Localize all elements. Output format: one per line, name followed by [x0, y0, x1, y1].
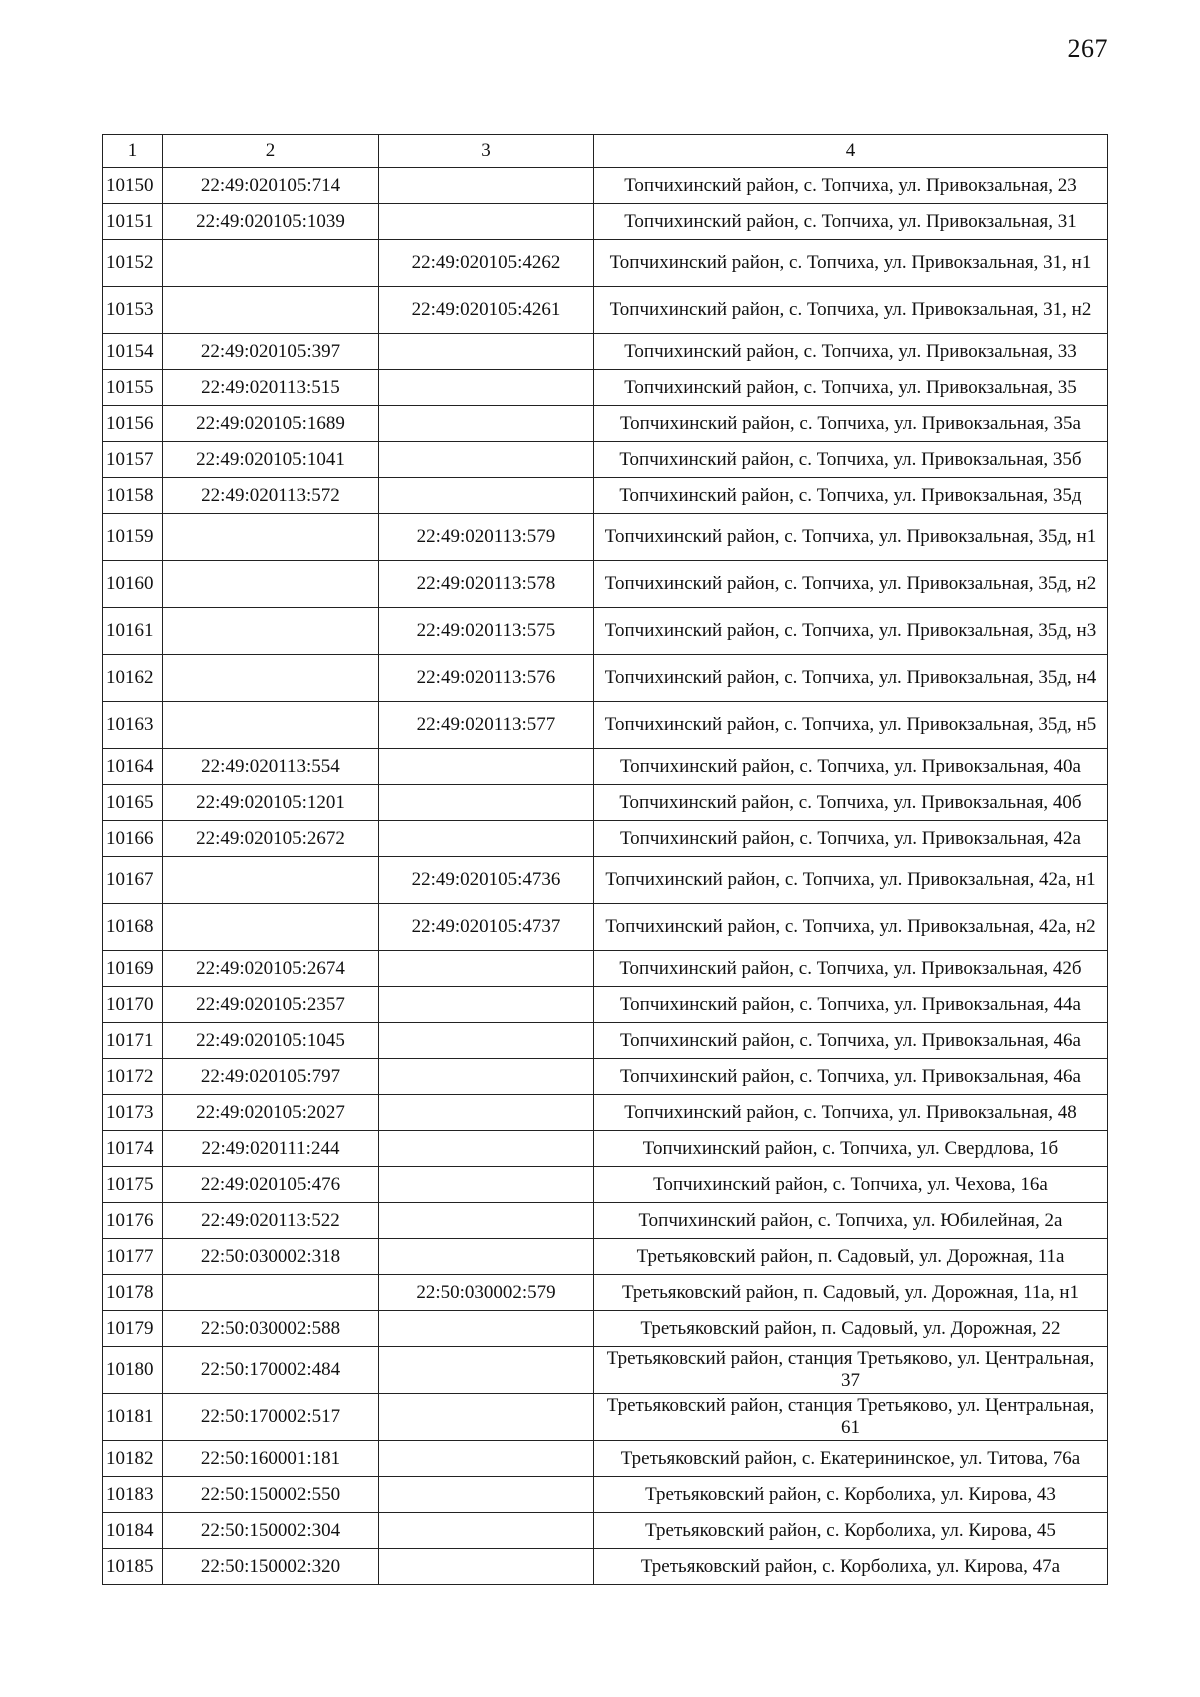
- address-cell: Топчихинский район, с. Топчиха, ул. Привокзальная, 42б: [594, 951, 1108, 987]
- table-row: [103, 168, 1108, 204]
- table-row: [103, 821, 1108, 857]
- table-row: [103, 702, 1108, 749]
- cadastral-number-cell: 22:50:030002:318: [163, 1239, 379, 1275]
- table-row: [103, 1477, 1108, 1513]
- address-cell: Топчихинский район, с. Топчиха, ул. Привокзальная, 46а: [594, 1059, 1108, 1095]
- table-row: [103, 608, 1108, 655]
- cadastral-number-cell: 22:49:020105:1201: [163, 785, 379, 821]
- secondary-cadastral-number-cell: 22:50:030002:579: [379, 1275, 594, 1311]
- row-number-cell: 10174: [103, 1131, 163, 1167]
- secondary-cadastral-number-cell: [379, 1311, 594, 1347]
- address-cell: Топчихинский район, с. Топчиха, ул. Привокзальная, 35: [594, 370, 1108, 406]
- table-row: [103, 204, 1108, 240]
- cadastral-number-cell: 22:49:020105:2674: [163, 951, 379, 987]
- header-cell-1: 1: [103, 135, 163, 168]
- cadastral-number-cell: 22:49:020105:1045: [163, 1023, 379, 1059]
- cadastral-number-cell: 22:49:020111:244: [163, 1131, 379, 1167]
- secondary-cadastral-number-cell: [379, 1131, 594, 1167]
- table-row: [103, 287, 1108, 334]
- cadastral-number-cell: [163, 1275, 379, 1311]
- secondary-cadastral-number-cell: [379, 1347, 594, 1394]
- row-number-cell: 10158: [103, 478, 163, 514]
- address-cell: Третьяковский район, станция Третьяково, ул. Центральная, 61: [594, 1394, 1108, 1441]
- secondary-cadastral-number-cell: [379, 1167, 594, 1203]
- row-number-cell: 10180: [103, 1347, 163, 1394]
- cadastral-number-cell: [163, 514, 379, 561]
- address-cell: Топчихинский район, с. Топчиха, ул. Свердлова, 1б: [594, 1131, 1108, 1167]
- address-cell: Топчихинский район, с. Топчиха, ул. Привокзальная, 35а: [594, 406, 1108, 442]
- secondary-cadastral-number-cell: [379, 168, 594, 204]
- cadastral-number-cell: 22:50:150002:304: [163, 1513, 379, 1549]
- secondary-cadastral-number-cell: [379, 478, 594, 514]
- secondary-cadastral-number-cell: [379, 442, 594, 478]
- secondary-cadastral-number-cell: [379, 821, 594, 857]
- table-row: [103, 1167, 1108, 1203]
- row-number-cell: 10178: [103, 1275, 163, 1311]
- row-number-cell: 10157: [103, 442, 163, 478]
- secondary-cadastral-number-cell: 22:49:020113:579: [379, 514, 594, 561]
- row-number-cell: 10170: [103, 987, 163, 1023]
- address-cell: Топчихинский район, с. Топчиха, ул. Привокзальная, 35д, н5: [594, 702, 1108, 749]
- secondary-cadastral-number-cell: 22:49:020105:4261: [379, 287, 594, 334]
- table-row: [103, 1549, 1108, 1585]
- header-cell-4: 4: [594, 135, 1108, 168]
- secondary-cadastral-number-cell: 22:49:020105:4736: [379, 857, 594, 904]
- secondary-cadastral-number-cell: [379, 1095, 594, 1131]
- table-row: [103, 478, 1108, 514]
- secondary-cadastral-number-cell: [379, 334, 594, 370]
- row-number-cell: 10175: [103, 1167, 163, 1203]
- address-cell: Топчихинский район, с. Топчиха, ул. Юбилейная, 2а: [594, 1203, 1108, 1239]
- row-number-cell: 10168: [103, 904, 163, 951]
- table-row: [103, 561, 1108, 608]
- address-cell: Топчихинский район, с. Топчиха, ул. Привокзальная, 42а, н2: [594, 904, 1108, 951]
- row-number-cell: 10155: [103, 370, 163, 406]
- cadastral-number-cell: 22:50:160001:181: [163, 1441, 379, 1477]
- address-cell: Топчихинский район, с. Топчиха, ул. Привокзальная, 33: [594, 334, 1108, 370]
- address-cell: Топчихинский район, с. Топчиха, ул. Привокзальная, 40а: [594, 749, 1108, 785]
- row-number-cell: 10173: [103, 1095, 163, 1131]
- row-number-cell: 10162: [103, 655, 163, 702]
- address-cell: Топчихинский район, с. Топчиха, ул. Привокзальная, 35д, н2: [594, 561, 1108, 608]
- secondary-cadastral-number-cell: [379, 951, 594, 987]
- cadastral-number-cell: 22:49:020105:797: [163, 1059, 379, 1095]
- row-number-cell: 10163: [103, 702, 163, 749]
- cadastral-number-cell: 22:49:020113:572: [163, 478, 379, 514]
- cadastral-number-cell: 22:50:150002:320: [163, 1549, 379, 1585]
- secondary-cadastral-number-cell: [379, 1513, 594, 1549]
- cadastral-number-cell: 22:49:020105:2672: [163, 821, 379, 857]
- table-row: [103, 1311, 1108, 1347]
- address-cell: Топчихинский район, с. Топчиха, ул. Привокзальная, 35б: [594, 442, 1108, 478]
- row-number-cell: 10167: [103, 857, 163, 904]
- row-number-cell: 10184: [103, 1513, 163, 1549]
- table-row: [103, 1059, 1108, 1095]
- address-cell: Топчихинский район, с. Топчиха, ул. Привокзальная, 48: [594, 1095, 1108, 1131]
- address-cell: Топчихинский район, с. Топчиха, ул. Привокзальная, 35д, н3: [594, 608, 1108, 655]
- cadastral-number-cell: 22:49:020105:2357: [163, 987, 379, 1023]
- address-cell: Третьяковский район, с. Корболиха, ул. Кирова, 47а: [594, 1549, 1108, 1585]
- address-cell: Топчихинский район, с. Топчиха, ул. Привокзальная, 42а: [594, 821, 1108, 857]
- address-cell: Топчихинский район, с. Топчиха, ул. Привокзальная, 35д, н4: [594, 655, 1108, 702]
- table-row: [103, 1513, 1108, 1549]
- row-number-cell: 10177: [103, 1239, 163, 1275]
- cadastral-number-cell: 22:49:020105:714: [163, 168, 379, 204]
- secondary-cadastral-number-cell: [379, 370, 594, 406]
- cadastral-number-cell: 22:50:030002:588: [163, 1311, 379, 1347]
- table-row: [103, 1131, 1108, 1167]
- row-number-cell: 10165: [103, 785, 163, 821]
- row-number-cell: 10160: [103, 561, 163, 608]
- address-cell: Топчихинский район, с. Топчиха, ул. Чехова, 16а: [594, 1167, 1108, 1203]
- table-row: [103, 655, 1108, 702]
- secondary-cadastral-number-cell: [379, 1059, 594, 1095]
- cadastral-number-cell: [163, 561, 379, 608]
- table-row: [103, 1394, 1108, 1441]
- row-number-cell: 10182: [103, 1441, 163, 1477]
- table-row: [103, 987, 1108, 1023]
- table-row: [103, 1023, 1108, 1059]
- secondary-cadastral-number-cell: [379, 1549, 594, 1585]
- address-cell: Третьяковский район, станция Третьяково, ул. Центральная, 37: [594, 1347, 1108, 1394]
- secondary-cadastral-number-cell: 22:49:020113:577: [379, 702, 594, 749]
- table-row: [103, 442, 1108, 478]
- address-cell: Топчихинский район, с. Топчиха, ул. Привокзальная, 44а: [594, 987, 1108, 1023]
- cadastral-number-cell: [163, 904, 379, 951]
- cadastral-number-cell: 22:49:020105:2027: [163, 1095, 379, 1131]
- table-row: [103, 904, 1108, 951]
- table-row: [103, 240, 1108, 287]
- row-number-cell: 10176: [103, 1203, 163, 1239]
- address-cell: Топчихинский район, с. Топчиха, ул. Привокзальная, 42а, н1: [594, 857, 1108, 904]
- address-cell: Топчихинский район, с. Топчиха, ул. Привокзальная, 31, н2: [594, 287, 1108, 334]
- cadastral-number-cell: 22:49:020105:397: [163, 334, 379, 370]
- secondary-cadastral-number-cell: 22:49:020113:575: [379, 608, 594, 655]
- row-number-cell: 10183: [103, 1477, 163, 1513]
- secondary-cadastral-number-cell: [379, 1023, 594, 1059]
- address-cell: Третьяковский район, п. Садовый, ул. Дорожная, 11а: [594, 1239, 1108, 1275]
- cadastral-number-cell: 22:50:170002:517: [163, 1394, 379, 1441]
- page-number: 267: [1067, 34, 1108, 63]
- address-cell: Топчихинский район, с. Топчиха, ул. Привокзальная, 23: [594, 168, 1108, 204]
- table-row: [103, 857, 1108, 904]
- address-cell: Третьяковский район, с. Корболиха, ул. Кирова, 45: [594, 1513, 1108, 1549]
- table-row: [103, 1203, 1108, 1239]
- cadastral-number-cell: 22:49:020105:1039: [163, 204, 379, 240]
- cadastral-number-cell: 22:50:150002:550: [163, 1477, 379, 1513]
- cadastral-number-cell: 22:49:020105:1041: [163, 442, 379, 478]
- row-number-cell: 10166: [103, 821, 163, 857]
- row-number-cell: 10185: [103, 1549, 163, 1585]
- address-cell: Третьяковский район, с. Корболиха, ул. Кирова, 43: [594, 1477, 1108, 1513]
- row-number-cell: 10161: [103, 608, 163, 655]
- cadastral-number-cell: [163, 287, 379, 334]
- cadastral-number-cell: [163, 240, 379, 287]
- cadastral-number-cell: 22:49:020113:515: [163, 370, 379, 406]
- row-number-cell: 10179: [103, 1311, 163, 1347]
- address-cell: Топчихинский район, с. Топчиха, ул. Привокзальная, 40б: [594, 785, 1108, 821]
- cadastral-number-cell: [163, 655, 379, 702]
- table-row: [103, 406, 1108, 442]
- table-row: [103, 1095, 1108, 1131]
- secondary-cadastral-number-cell: 22:49:020113:578: [379, 561, 594, 608]
- table-row: [103, 1441, 1108, 1477]
- table-row: [103, 749, 1108, 785]
- table-row: [103, 1239, 1108, 1275]
- secondary-cadastral-number-cell: [379, 1203, 594, 1239]
- secondary-cadastral-number-cell: [379, 1239, 594, 1275]
- row-number-cell: 10154: [103, 334, 163, 370]
- row-number-cell: 10164: [103, 749, 163, 785]
- address-cell: Третьяковский район, п. Садовый, ул. Дорожная, 22: [594, 1311, 1108, 1347]
- secondary-cadastral-number-cell: 22:49:020105:4737: [379, 904, 594, 951]
- secondary-cadastral-number-cell: [379, 1477, 594, 1513]
- secondary-cadastral-number-cell: [379, 987, 594, 1023]
- row-number-cell: 10172: [103, 1059, 163, 1095]
- address-cell: Топчихинский район, с. Топчиха, ул. Привокзальная, 46а: [594, 1023, 1108, 1059]
- cadastral-number-cell: 22:49:020113:522: [163, 1203, 379, 1239]
- cadastral-number-cell: 22:49:020105:1689: [163, 406, 379, 442]
- table-row: [103, 1347, 1108, 1394]
- cadastral-number-cell: [163, 702, 379, 749]
- secondary-cadastral-number-cell: [379, 1394, 594, 1441]
- header-row: [103, 135, 1108, 168]
- table-row: [103, 370, 1108, 406]
- secondary-cadastral-number-cell: [379, 749, 594, 785]
- secondary-cadastral-number-cell: 22:49:020105:4262: [379, 240, 594, 287]
- cadastral-number-cell: 22:49:020105:476: [163, 1167, 379, 1203]
- row-number-cell: 10169: [103, 951, 163, 987]
- row-number-cell: 10181: [103, 1394, 163, 1441]
- secondary-cadastral-number-cell: [379, 1441, 594, 1477]
- row-number-cell: 10159: [103, 514, 163, 561]
- address-cell: Топчихинский район, с. Топчиха, ул. Привокзальная, 31: [594, 204, 1108, 240]
- row-number-cell: 10156: [103, 406, 163, 442]
- header-cell-2: 2: [163, 135, 379, 168]
- secondary-cadastral-number-cell: [379, 785, 594, 821]
- cadastral-number-cell: [163, 608, 379, 655]
- row-number-cell: 10152: [103, 240, 163, 287]
- address-cell: Третьяковский район, с. Екатерининское, ул. Титова, 76а: [594, 1441, 1108, 1477]
- address-cell: Топчихинский район, с. Топчиха, ул. Привокзальная, 31, н1: [594, 240, 1108, 287]
- table-body: [103, 168, 1108, 1585]
- registry-table: [102, 134, 1108, 1585]
- address-cell: Топчихинский район, с. Топчиха, ул. Привокзальная, 35д, н1: [594, 514, 1108, 561]
- row-number-cell: 10151: [103, 204, 163, 240]
- table-row: [103, 951, 1108, 987]
- table-row: [103, 785, 1108, 821]
- cadastral-number-cell: [163, 857, 379, 904]
- row-number-cell: 10153: [103, 287, 163, 334]
- row-number-cell: 10150: [103, 168, 163, 204]
- address-cell: Топчихинский район, с. Топчиха, ул. Привокзальная, 35д: [594, 478, 1108, 514]
- secondary-cadastral-number-cell: 22:49:020113:576: [379, 655, 594, 702]
- address-cell: Третьяковский район, п. Садовый, ул. Дорожная, 11а, н1: [594, 1275, 1108, 1311]
- secondary-cadastral-number-cell: [379, 406, 594, 442]
- cadastral-number-cell: 22:49:020113:554: [163, 749, 379, 785]
- table-row: [103, 1275, 1108, 1311]
- row-number-cell: 10171: [103, 1023, 163, 1059]
- secondary-cadastral-number-cell: [379, 204, 594, 240]
- table-row: [103, 514, 1108, 561]
- cadastral-number-cell: 22:50:170002:484: [163, 1347, 379, 1394]
- table-row: [103, 334, 1108, 370]
- header-cell-3: 3: [379, 135, 594, 168]
